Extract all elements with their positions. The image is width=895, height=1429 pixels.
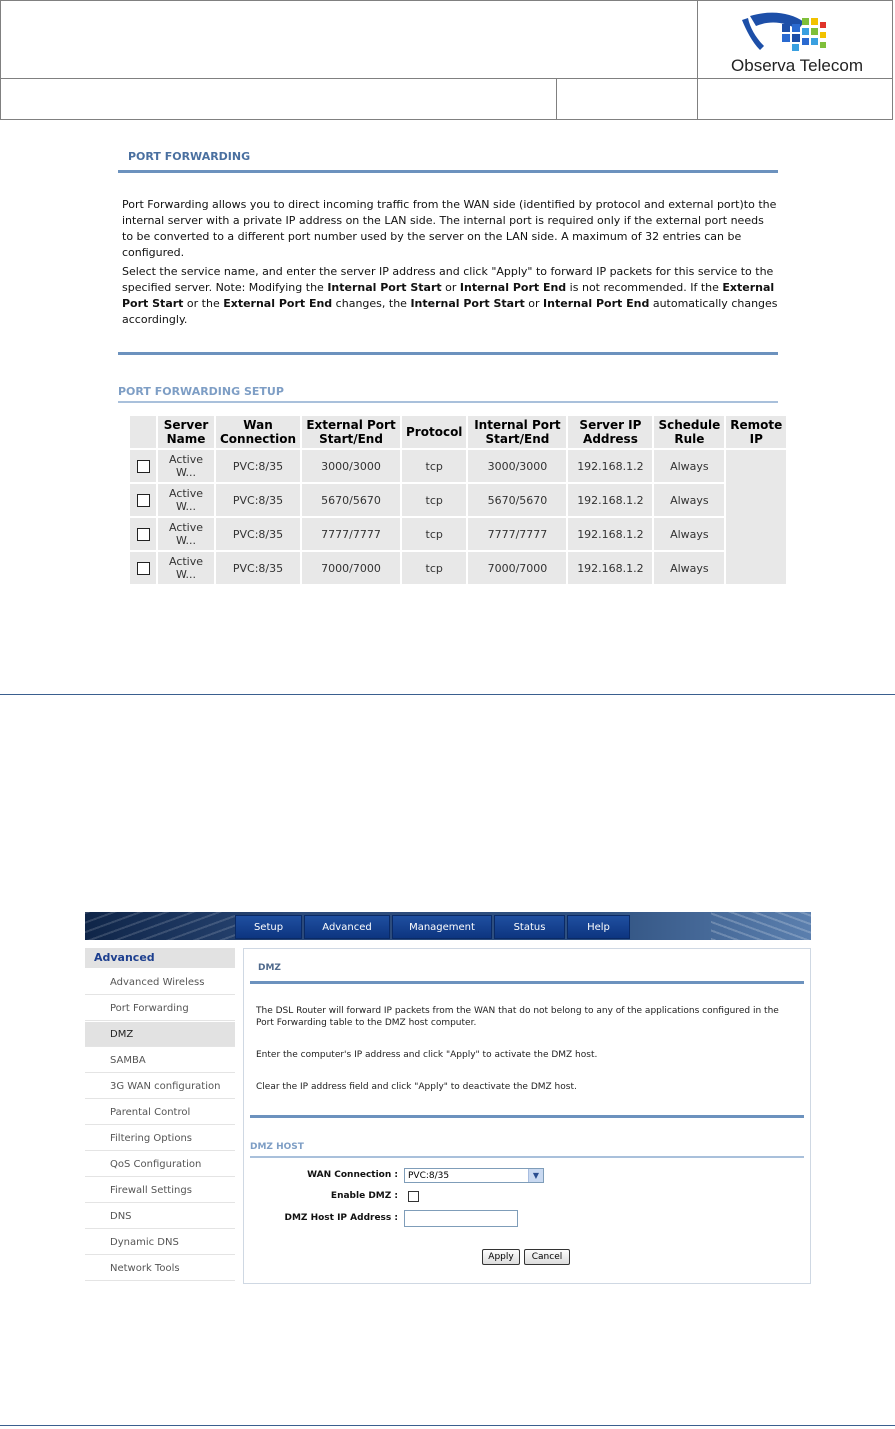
router-banner bbox=[85, 912, 811, 940]
wan-connection-label: WAN Connection : bbox=[307, 1170, 398, 1180]
tab-advanced[interactable]: Advanced bbox=[304, 915, 390, 939]
cell-server-ip: 192.168.1.2 bbox=[568, 518, 652, 550]
table-row bbox=[130, 552, 786, 584]
cell-external-port: 7777/7777 bbox=[302, 518, 400, 550]
cell-server-name: Active W... bbox=[158, 552, 214, 584]
header-cell bbox=[0, 78, 557, 120]
tab-setup[interactable]: Setup bbox=[235, 915, 302, 939]
column-header: Internal Port Start/End bbox=[468, 416, 566, 448]
page-title: PORT FORWARDING bbox=[128, 150, 251, 163]
divider bbox=[118, 401, 778, 403]
page-bottom-rule bbox=[0, 1425, 895, 1426]
sidebar-item-3g-wan[interactable]: 3G WAN configuration bbox=[85, 1074, 235, 1099]
apply-button[interactable]: Apply bbox=[482, 1249, 520, 1265]
cell-wan: PVC:8/35 bbox=[216, 552, 300, 584]
row-checkbox[interactable] bbox=[137, 460, 150, 473]
dmz-host-ip-input[interactable] bbox=[404, 1210, 518, 1227]
divider bbox=[250, 1115, 804, 1118]
divider bbox=[118, 170, 778, 173]
cell-server-ip: 192.168.1.2 bbox=[568, 552, 652, 584]
logo-text: Observa Telecom bbox=[731, 56, 863, 75]
page-separator bbox=[0, 694, 895, 695]
dmz-host-ip-label: DMZ Host IP Address : bbox=[284, 1213, 398, 1223]
note-text: or the bbox=[183, 297, 224, 310]
note-text: is not recommended. If the bbox=[566, 281, 723, 294]
cell-schedule: Always bbox=[654, 552, 724, 584]
row-select-cell bbox=[130, 518, 156, 550]
note-text: Select the service name, and enter the server IP address and click "Apply" to forward IP packets for this service to the specified server. Note: Modifying the bbox=[122, 265, 774, 294]
cell-server-name: Active W... bbox=[158, 518, 214, 550]
dmz-host-title: DMZ HOST bbox=[250, 1142, 304, 1152]
cell-server-ip: 192.168.1.2 bbox=[568, 450, 652, 482]
cell-protocol: tcp bbox=[402, 552, 466, 584]
cell-schedule: Always bbox=[654, 450, 724, 482]
wan-connection-select[interactable] bbox=[404, 1168, 544, 1183]
cell-external-port: 7000/7000 bbox=[302, 552, 400, 584]
dmz-content bbox=[243, 948, 811, 1284]
sidebar-item-firewall[interactable]: Firewall Settings bbox=[85, 1178, 235, 1203]
sidebar-item-qos[interactable]: QoS Configuration bbox=[85, 1152, 235, 1177]
enable-dmz-label: Enable DMZ : bbox=[330, 1191, 398, 1201]
router-dmz-screenshot bbox=[85, 912, 811, 1284]
document-header bbox=[0, 0, 893, 120]
sidebar-title: Advanced bbox=[85, 948, 235, 968]
sidebar-item-advanced-wireless[interactable]: Advanced Wireless bbox=[85, 970, 235, 995]
cell-internal-port: 5670/5670 bbox=[468, 484, 566, 516]
cell-external-port: 5670/5670 bbox=[302, 484, 400, 516]
row-select-cell bbox=[130, 450, 156, 482]
cell-wan: PVC:8/35 bbox=[216, 450, 300, 482]
note-text: or bbox=[524, 297, 544, 310]
cell-server-name: Active W... bbox=[158, 484, 214, 516]
cell-internal-port: 7777/7777 bbox=[468, 518, 566, 550]
enable-dmz-checkbox[interactable] bbox=[408, 1191, 419, 1202]
sidebar-item-port-forwarding[interactable]: Port Forwarding bbox=[85, 996, 235, 1021]
cancel-button[interactable]: Cancel bbox=[524, 1249, 570, 1265]
section-title: PORT FORWARDING SETUP bbox=[118, 385, 284, 398]
table-row bbox=[130, 518, 786, 550]
header-cell bbox=[697, 78, 893, 120]
banner-decoration bbox=[711, 912, 811, 940]
row-checkbox[interactable] bbox=[137, 528, 150, 541]
column-header: Remote IP bbox=[726, 416, 786, 448]
note-bold: Internal Port End bbox=[543, 297, 650, 310]
note-text: changes, the bbox=[332, 297, 411, 310]
note-bold: Internal Port Start bbox=[327, 281, 442, 294]
row-select-cell bbox=[130, 484, 156, 516]
sidebar bbox=[85, 948, 235, 1284]
cell-remote-ip bbox=[726, 450, 786, 584]
pixel-eye-logo-icon bbox=[712, 8, 882, 56]
note-paragraph bbox=[122, 264, 778, 328]
note-bold: External Port Start bbox=[122, 281, 775, 310]
cell-internal-port: 3000/3000 bbox=[468, 450, 566, 482]
sidebar-item-dmz[interactable]: DMZ bbox=[85, 1022, 235, 1047]
sidebar-item-dynamic-dns[interactable]: Dynamic DNS bbox=[85, 1230, 235, 1255]
cell-external-port: 3000/3000 bbox=[302, 450, 400, 482]
cell-wan: PVC:8/35 bbox=[216, 518, 300, 550]
column-header: Protocol bbox=[402, 416, 466, 448]
column-header: External Port Start/End bbox=[302, 416, 400, 448]
note-text: automatically changes accordingly. bbox=[122, 297, 778, 326]
row-checkbox[interactable] bbox=[137, 562, 150, 575]
cell-server-name: Active W... bbox=[158, 450, 214, 482]
note-bold: Internal Port Start bbox=[410, 297, 525, 310]
select-column-header bbox=[130, 416, 156, 448]
dmz-description: The DSL Router will forward IP packets from the WAN that do not belong to any of the applications configured in the Port Forwarding table to the DMZ host computer. bbox=[256, 1006, 779, 1028]
table-header-row bbox=[130, 416, 786, 448]
column-header: Server Name bbox=[158, 416, 214, 448]
row-select-cell bbox=[130, 552, 156, 584]
cell-schedule: Always bbox=[654, 518, 724, 550]
divider bbox=[118, 352, 778, 355]
sidebar-item-samba[interactable]: SAMBA bbox=[85, 1048, 235, 1073]
column-header: Server IP Address bbox=[568, 416, 652, 448]
divider bbox=[250, 981, 804, 984]
header-cell bbox=[0, 0, 698, 79]
cell-protocol: tcp bbox=[402, 518, 466, 550]
table-row bbox=[130, 450, 786, 482]
sidebar-item-network-tools[interactable]: Network Tools bbox=[85, 1256, 235, 1281]
dmz-title: DMZ bbox=[258, 963, 281, 973]
cell-schedule: Always bbox=[654, 484, 724, 516]
tab-management[interactable]: Management bbox=[392, 915, 492, 939]
column-header: Wan Connection bbox=[216, 416, 300, 448]
observa-logo bbox=[712, 8, 882, 78]
sidebar-item-parental-control[interactable]: Parental Control bbox=[85, 1100, 235, 1125]
cell-protocol: tcp bbox=[402, 450, 466, 482]
divider bbox=[250, 1156, 804, 1158]
chevron-down-icon[interactable]: ▼ bbox=[528, 1169, 543, 1182]
description-paragraph: Port Forwarding allows you to direct incoming traffic from the WAN side (identified by protocol and external port)to the internal server with a private IP address on the LAN side. The internal port is required only if the external port needs to be converted to a different port number used by the server on the LAN side. A maximum of 32 entries can be configured. bbox=[122, 198, 777, 259]
banner-decoration bbox=[85, 912, 235, 940]
column-header: Schedule Rule bbox=[654, 416, 724, 448]
cell-internal-port: 7000/7000 bbox=[468, 552, 566, 584]
sidebar-item-filtering-options[interactable]: Filtering Options bbox=[85, 1126, 235, 1151]
tab-status[interactable]: Status bbox=[494, 915, 565, 939]
wan-connection-value: PVC:8/35 bbox=[408, 1171, 450, 1181]
table-row bbox=[130, 484, 786, 516]
row-checkbox[interactable] bbox=[137, 494, 150, 507]
dmz-instruction-activate: Enter the computer's IP address and click "Apply" to activate the DMZ host. bbox=[256, 1050, 598, 1060]
tab-help[interactable]: Help bbox=[567, 915, 630, 939]
sidebar-item-dns[interactable]: DNS bbox=[85, 1204, 235, 1229]
note-text: or bbox=[441, 281, 460, 294]
cell-protocol: tcp bbox=[402, 484, 466, 516]
header-cell bbox=[556, 78, 698, 120]
dmz-instruction-deactivate: Clear the IP address field and click "Apply" to deactivate the DMZ host. bbox=[256, 1082, 577, 1092]
note-bold: Internal Port End bbox=[459, 281, 567, 294]
cell-server-ip: 192.168.1.2 bbox=[568, 484, 652, 516]
cell-wan: PVC:8/35 bbox=[216, 484, 300, 516]
note-bold: External Port End bbox=[223, 297, 333, 310]
port-forwarding-table bbox=[128, 414, 788, 586]
